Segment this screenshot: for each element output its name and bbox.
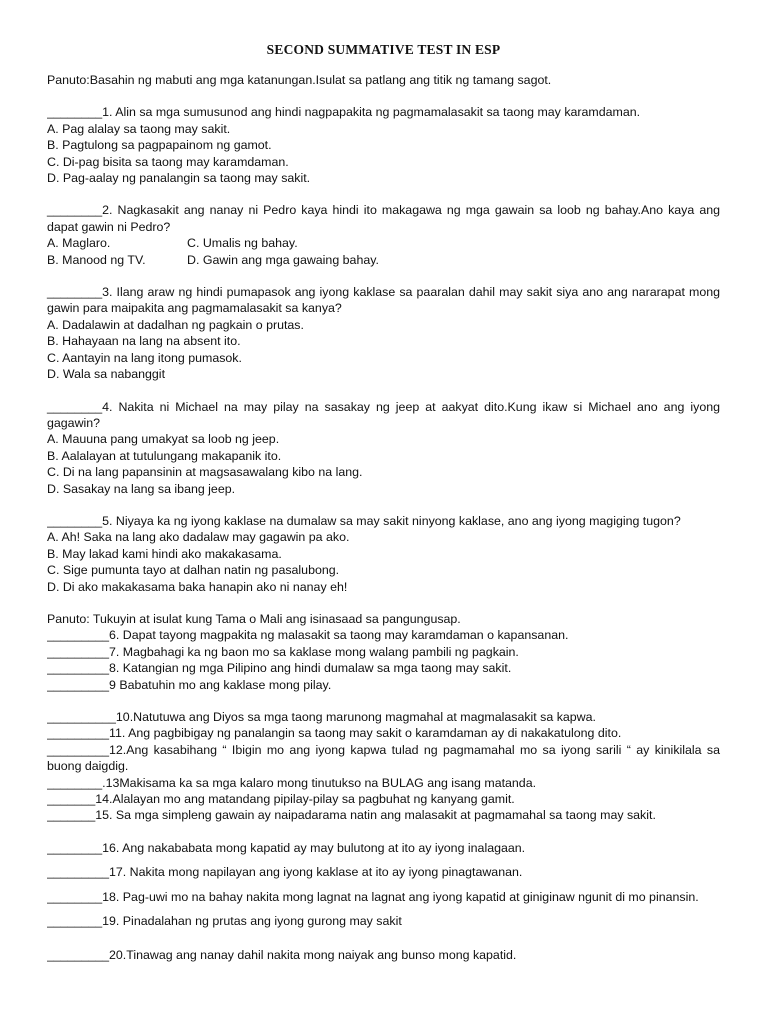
true-false-section	[47, 611, 720, 693]
question-5	[47, 513, 720, 595]
item-11: _________11. Ang pagbibigay ng panalangin sa taong may sakit o karamdaman ay di nakakatulong dito.	[47, 726, 622, 741]
item-13: ________.13Makisama ka sa mga kalaro mong tinutukso na BULAG ang isang matanda.	[47, 775, 537, 790]
choice-b: B. May lakad kami hindi ako makakasama.	[47, 546, 282, 561]
item-20: _________20.Tinawag ang nanay dahil nakita mong naiyak ang bunso mong kapatid.	[47, 948, 517, 963]
question-stem: ________2. Nagkasakit ang nanay ni Pedro kaya hindi ito makagawa ng mga gawain sa loob ng bahay.Ano kaya ang dapat gawin ni Pedro?	[47, 203, 720, 234]
choice-row	[47, 252, 720, 268]
choice-b: B. Hahayaan na lang na absent ito.	[47, 334, 241, 349]
question-2	[47, 202, 720, 268]
choice-d: D. Gawin ang mga gawaing bahay.	[187, 252, 379, 267]
item-7: _________7. Magbahagi ka ng baon mo sa kaklase mong walang pambili ng pagkain.	[47, 644, 519, 659]
choice-c: C. Di-pag bisita sa taong may karamdaman.	[47, 154, 289, 169]
items-10-15	[47, 709, 720, 824]
choice-c: C. Di na lang papansinin at magsasawalang kibo na lang.	[47, 465, 363, 480]
question-stem: ________4. Nakita ni Michael na may pilay na sasakay ng jeep at aakyat dito.Kung ikaw si Michael ano ang iyong gagawin?	[47, 399, 720, 430]
choice-b: B. Pagtulong sa pagpapainom ng gamot.	[47, 138, 272, 153]
choice-row	[47, 235, 720, 251]
choice-d: D. Sasakay na lang sa ibang jeep.	[47, 481, 236, 496]
choice-c: C. Umalis ng bahay.	[187, 236, 298, 251]
choice-a: A. Maglaro.	[47, 236, 111, 251]
choice-b: B. Aalalayan at tutulungang makapanik ito.	[47, 448, 282, 463]
choice-d: D. Wala sa nabanggit	[47, 367, 166, 382]
question-stem: ________1. Alin sa mga sumusunod ang hindi nagpapakita ng pagmamalasakit sa taong may karamdaman.	[47, 105, 641, 120]
choice-d: D. Pag-aalay ng panalangin sa taong may sakit.	[47, 171, 311, 186]
choice-a: A. Ah! Saka na lang ako dadalaw may gagawin pa ako.	[47, 530, 350, 545]
instructions-2: Panuto: Tukuyin at isulat kung Tama o Mali ang isinasaad sa pangungusap.	[47, 611, 461, 626]
choice-c: C. Sige pumunta tayo at dalhan natin ng pasalubong.	[47, 563, 340, 578]
choice-a: A. Mauuna pang umakyat sa loob ng jeep.	[47, 432, 280, 447]
question-stem: ________5. Niyaya ka ng iyong kaklase na dumalaw sa may sakit ninyong kaklase, ano ang iyong magiging tugon?	[47, 513, 681, 528]
item-12: _________12.Ang kasabihang “ Ibigin mo ang iyong kapwa tulad ng pagmamahal mo sa iyong sarili “ ay kinikilala sa buong daigdig.	[47, 742, 720, 774]
item-10: __________10.Natutuwa ang Diyos sa mga taong marunong magmahal at magmalasakit sa kapwa.	[47, 710, 596, 724]
item-14: _______14.Alalayan mo ang matandang pipilay-pilay sa pagbuhat ng kanyang gamit.	[47, 792, 515, 807]
page-title: SECOND SUMMATIVE TEST IN ESP	[266, 42, 501, 57]
items-16-20	[47, 840, 720, 964]
choice-a: A. Pag alalay sa taong may sakit.	[47, 121, 231, 136]
question-3	[47, 284, 720, 382]
choice-a: A. Dadalawin at dadalhan ng pagkain o prutas.	[47, 317, 304, 332]
choice-c: C. Aantayin na lang itong pumasok.	[47, 350, 242, 365]
item-8: _________8. Katangian ng mga Pilipino ang hindi dumalaw sa mga taong may sakit.	[47, 661, 512, 676]
item-17: _________17. Nakita mong napilayan ang iyong kaklase at ito ay iyong pinagtawanan.	[47, 865, 523, 880]
item-18: ________18. Pag-uwi mo na bahay nakita mong lagnat na lagnat ang iyong kapatid at giniginaw ngunit di mo pinansin.	[47, 889, 699, 904]
item-16: ________16. Ang nakababata mong kapatid ay may bulutong at ito ay iyong inalagaan.	[47, 840, 526, 855]
question-1	[47, 104, 720, 186]
instructions-1: Panuto:Basahin ng mabuti ang mga katanungan.Isulat sa patlang ang titik ng tamang sagot.	[47, 73, 552, 87]
question-stem: ________3. Ilang araw ng hindi pumapasok ang iyong kaklase sa paaralan dahil may sakit siya ano ang nararapat mong gawin para maipakita ang pagmamalasakit sa kanya?	[47, 285, 720, 316]
item-6: _________6. Dapat tayong magpakita ng malasakit sa taong may karamdaman o kapansanan.	[47, 628, 569, 643]
choice-d: D. Di ako makakasama baka hanapin ako ni nanay eh!	[47, 579, 348, 594]
choice-b: B. Manood ng TV.	[47, 252, 146, 267]
item-9: _________9 Babatuhin mo ang kaklase mong pilay.	[47, 677, 332, 692]
item-19: ________19. Pinadalahan ng prutas ang iyong gurong may sakit	[47, 914, 402, 929]
question-4	[47, 399, 720, 497]
item-15: _______15. Sa mga simpleng gawain ay naipadarama natin ang malasakit at pagmamahal sa taong may sakit.	[47, 808, 656, 823]
